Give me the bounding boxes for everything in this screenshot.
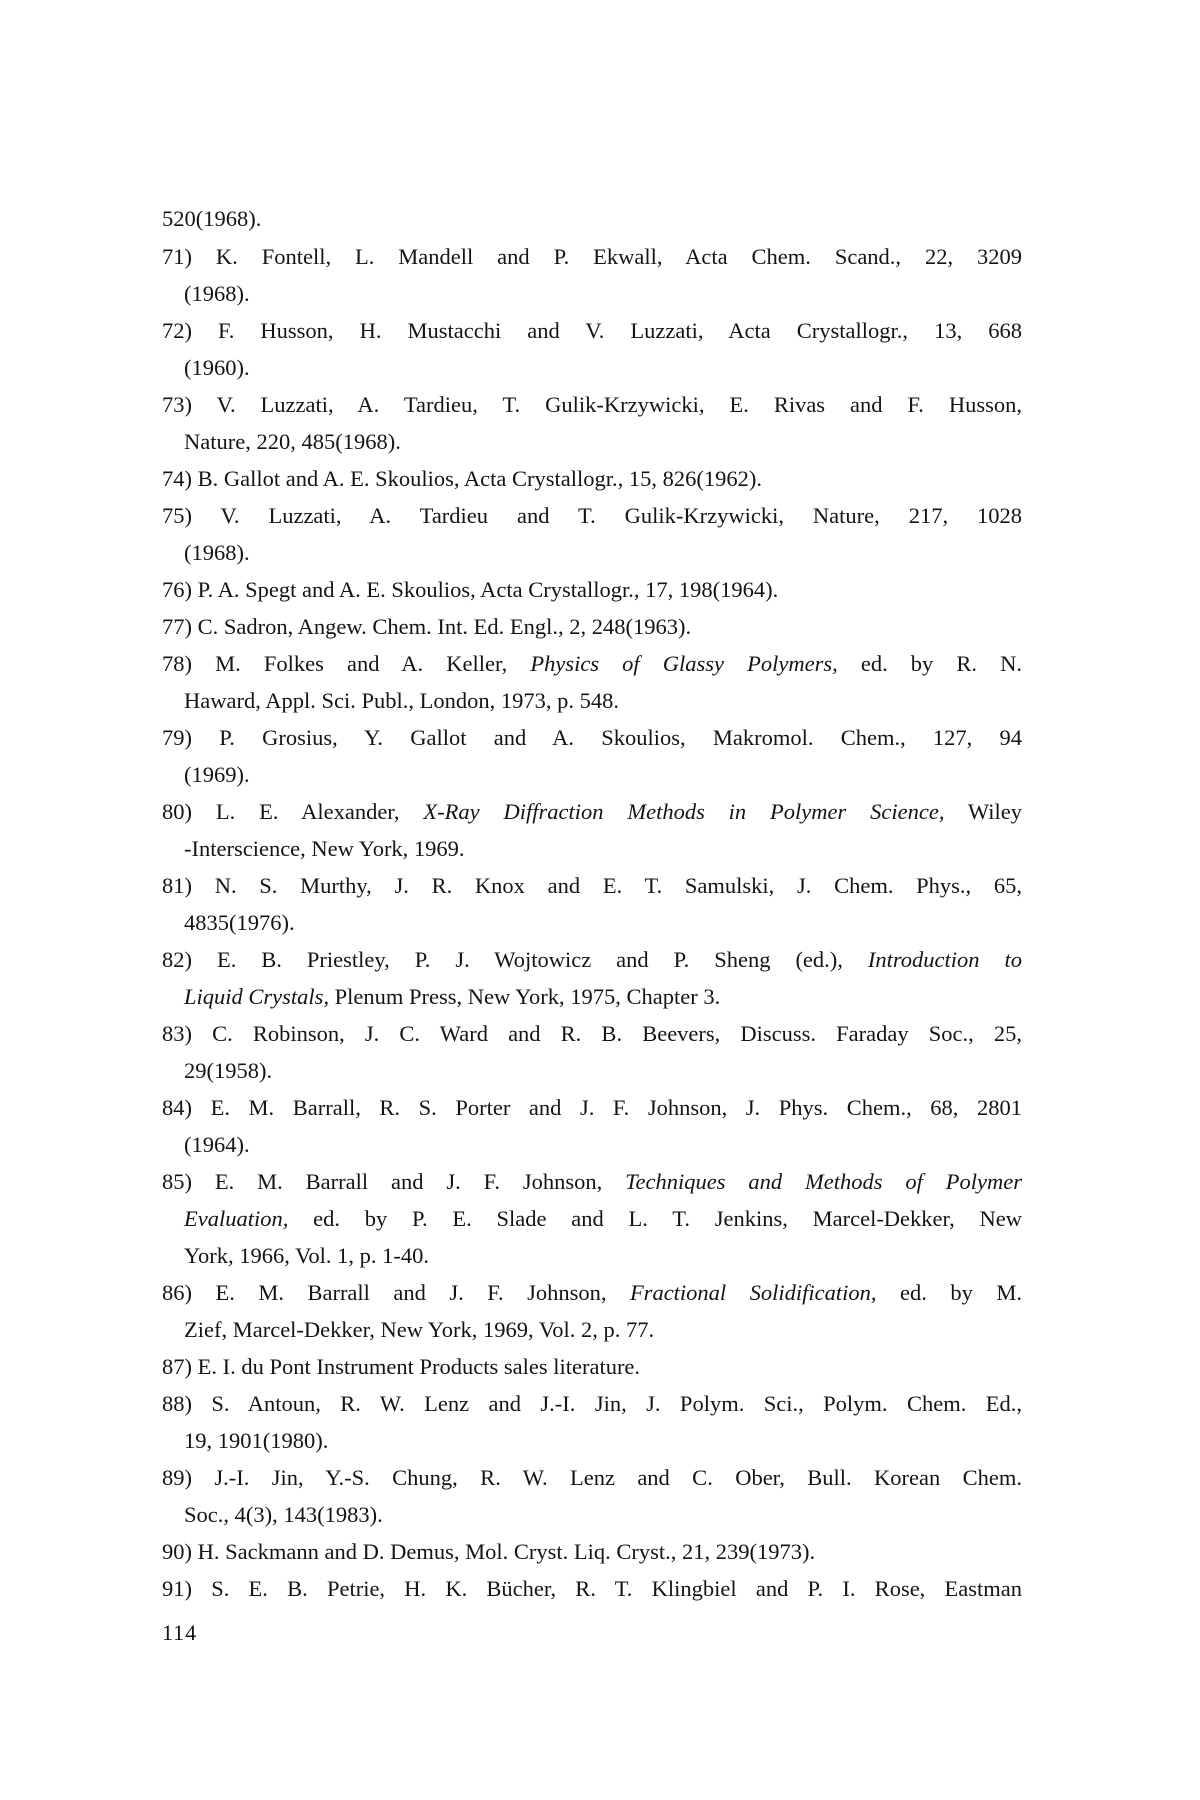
reference-item: [162, 1385, 1022, 1459]
reference-line: [162, 1089, 1022, 1126]
reference-line: [162, 1163, 1022, 1200]
reference-number: 72): [162, 318, 192, 343]
reference-line: Haward, Appl. Sci. Publ., London, 1973, p. 548.: [184, 688, 619, 713]
reference-line: 29(1958).: [184, 1058, 273, 1083]
reference-line: [162, 978, 1022, 1015]
book-title: Physics of Glassy Polymers,: [530, 651, 838, 676]
book-title: Liquid Crystals,: [184, 984, 330, 1009]
reference-line: [162, 645, 1022, 682]
reference-text: C. Robinson, J. C. Ward and R. B. Beevers, Discuss. Faraday Soc., 25,: [212, 1021, 1023, 1046]
reference-text: P. Grosius, Y. Gallot and A. Skoulios, Makromol. Chem., 127, 94: [219, 725, 1023, 750]
reference-number: 80): [162, 799, 192, 824]
reference-text: E. B. Priestley, P. J. Wojtowicz and P. Sheng (ed.),: [216, 947, 868, 972]
reference-number: 88): [162, 1391, 192, 1416]
reference-text: N. S. Murthy, J. R. Knox and E. T. Samulski, J. Chem. Phys., 65,: [214, 873, 1023, 898]
reference-item: [162, 238, 1022, 312]
reference-line: York, 1966, Vol. 1, p. 1-40.: [184, 1243, 430, 1268]
reference-number: 77): [162, 614, 192, 639]
reference-line: [162, 312, 1022, 349]
reference-text: S. E. B. Petrie, H. K. Bücher, R. T. Klingbiel and P. I. Rose, Eastman: [211, 1576, 1022, 1601]
reference-line: [162, 608, 1022, 645]
book-title: Fractional Solidification,: [629, 1280, 877, 1305]
reference-text: ed. by M.: [876, 1280, 1022, 1305]
page-number: 114: [162, 1620, 198, 1645]
reference-text: Plenum Press, New York, 1975, Chapter 3.: [329, 984, 721, 1009]
reference-number: 84): [162, 1095, 192, 1120]
reference-line: [162, 1459, 1022, 1496]
reference-line: (1964).: [184, 1132, 250, 1157]
reference-line: [162, 1570, 1022, 1607]
reference-text: B. Gallot and A. E. Skoulios, Acta Crystallogr., 15, 826(1962).: [197, 466, 762, 491]
reference-line: [162, 497, 1022, 534]
reference-text: M. Folkes and A. Keller,: [215, 651, 531, 676]
reference-number: 75): [162, 503, 192, 528]
reference-number: 83): [162, 1021, 192, 1046]
reference-line: [162, 719, 1022, 756]
reference-item: [162, 645, 1022, 719]
reference-line: [162, 867, 1022, 904]
reference-item: [162, 1274, 1022, 1348]
reference-line: [162, 386, 1022, 423]
reference-item: [162, 793, 1022, 867]
reference-line: [162, 1385, 1022, 1422]
reference-number: 81): [162, 873, 192, 898]
reference-item: [162, 497, 1022, 571]
reference-text: E. M. Barrall, R. S. Porter and J. F. Johnson, J. Phys. Chem., 68, 2801: [210, 1095, 1022, 1120]
reference-line: (1969).: [184, 762, 250, 787]
reference-line: [162, 460, 1022, 497]
reference-item: [162, 719, 1022, 793]
reference-item: [162, 1533, 1022, 1570]
reference-number: 85): [162, 1169, 192, 1194]
reference-text: K. Fontell, L. Mandell and P. Ekwall, Acta Chem. Scand., 22, 3209: [215, 244, 1023, 269]
reference-line: [162, 1348, 1022, 1385]
reference-text: Wiley: [944, 799, 1023, 824]
reference-number: 86): [162, 1280, 192, 1305]
reference-number: 73): [162, 392, 192, 417]
reference-text: C. Sadron, Angew. Chem. Int. Ed. Engl., 2, 248(1963).: [197, 614, 692, 639]
book-title: Evaluation,: [184, 1206, 289, 1231]
reference-item: [162, 608, 1022, 645]
reference-text: V. Luzzati, A. Tardieu, T. Gulik-Krzywicki, E. Rivas and F. Husson,: [216, 392, 1022, 417]
continuation-line: 520(1968).: [162, 206, 262, 231]
reference-item: [162, 1163, 1022, 1274]
reference-text: E. M. Barrall and J. F. Johnson,: [215, 1280, 630, 1305]
reference-text: L. E. Alexander,: [215, 799, 424, 824]
reference-line: [162, 238, 1022, 275]
book-title: X-Ray Diffraction Methods in Polymer Science,: [423, 799, 945, 824]
reference-line: -Interscience, New York, 1969.: [184, 836, 465, 861]
reference-line: 19, 1901(1980).: [184, 1428, 329, 1453]
reference-line: Nature, 220, 485(1968).: [184, 429, 401, 454]
reference-line: [162, 571, 1022, 608]
reference-text: E. I. du Pont Instrument Products sales literature.: [197, 1354, 641, 1379]
reference-text: ed. by P. E. Slade and L. T. Jenkins, Marcel-Dekker, New: [288, 1206, 1022, 1231]
reference-text: P. A. Spegt and A. E. Skoulios, Acta Crystallogr., 17, 198(1964).: [197, 577, 779, 602]
reference-number: 71): [162, 244, 192, 269]
reference-item: [162, 460, 1022, 497]
reference-line: Zief, Marcel-Dekker, New York, 1969, Vol. 2, p. 77.: [184, 1317, 655, 1342]
reference-text: V. Luzzati, A. Tardieu and T. Gulik-Krzywicki, Nature, 217, 1028: [220, 503, 1023, 528]
reference-text: S. Antoun, R. W. Lenz and J.-I. Jin, J. Polym. Sci., Polym. Chem. Ed.,: [211, 1391, 1022, 1416]
reference-text: H. Sackmann and D. Demus, Mol. Cryst. Liq. Cryst., 21, 239(1973).: [197, 1539, 816, 1564]
reference-number: 76): [162, 577, 192, 602]
reference-text: E. M. Barrall and J. F. Johnson,: [214, 1169, 626, 1194]
reference-number: 79): [162, 725, 192, 750]
reference-item: [162, 312, 1022, 386]
reference-text: ed. by R. N.: [837, 651, 1023, 676]
reference-item: [162, 1459, 1022, 1533]
reference-item: [162, 1015, 1022, 1089]
reference-list: [162, 200, 1022, 1607]
book-title: Techniques and Methods of Polymer: [625, 1169, 1023, 1194]
book-title: Introduction to: [867, 947, 1023, 972]
reference-item: [162, 941, 1022, 1015]
reference-number: 82): [162, 947, 192, 972]
reference-number: 90): [162, 1539, 192, 1564]
reference-line: [162, 1200, 1022, 1237]
reference-text: J.-I. Jin, Y.-S. Chung, R. W. Lenz and C. Ober, Bull. Korean Chem.: [214, 1465, 1023, 1490]
reference-number: 91): [162, 1576, 192, 1601]
reference-item: [162, 1348, 1022, 1385]
reference-line: (1968).: [184, 540, 250, 565]
reference-number: 74): [162, 466, 192, 491]
reference-line: [162, 1015, 1022, 1052]
reference-number: 89): [162, 1465, 192, 1490]
reference-text: F. Husson, H. Mustacchi and V. Luzzati, Acta Crystallogr., 13, 668: [218, 318, 1023, 343]
reference-item: [162, 571, 1022, 608]
reference-item: [162, 1570, 1022, 1607]
reference-number: 78): [162, 651, 192, 676]
reference-item: [162, 386, 1022, 460]
reference-number: 87): [162, 1354, 192, 1379]
reference-item: [162, 867, 1022, 941]
reference-line: (1968).: [184, 281, 250, 306]
reference-line: 4835(1976).: [184, 910, 295, 935]
reference-line: Soc., 4(3), 143(1983).: [184, 1502, 383, 1527]
reference-line: [162, 941, 1022, 978]
reference-line: [162, 793, 1022, 830]
reference-line: [162, 1533, 1022, 1570]
reference-line: (1960).: [184, 355, 250, 380]
reference-item: [162, 1089, 1022, 1163]
reference-line: [162, 1274, 1022, 1311]
